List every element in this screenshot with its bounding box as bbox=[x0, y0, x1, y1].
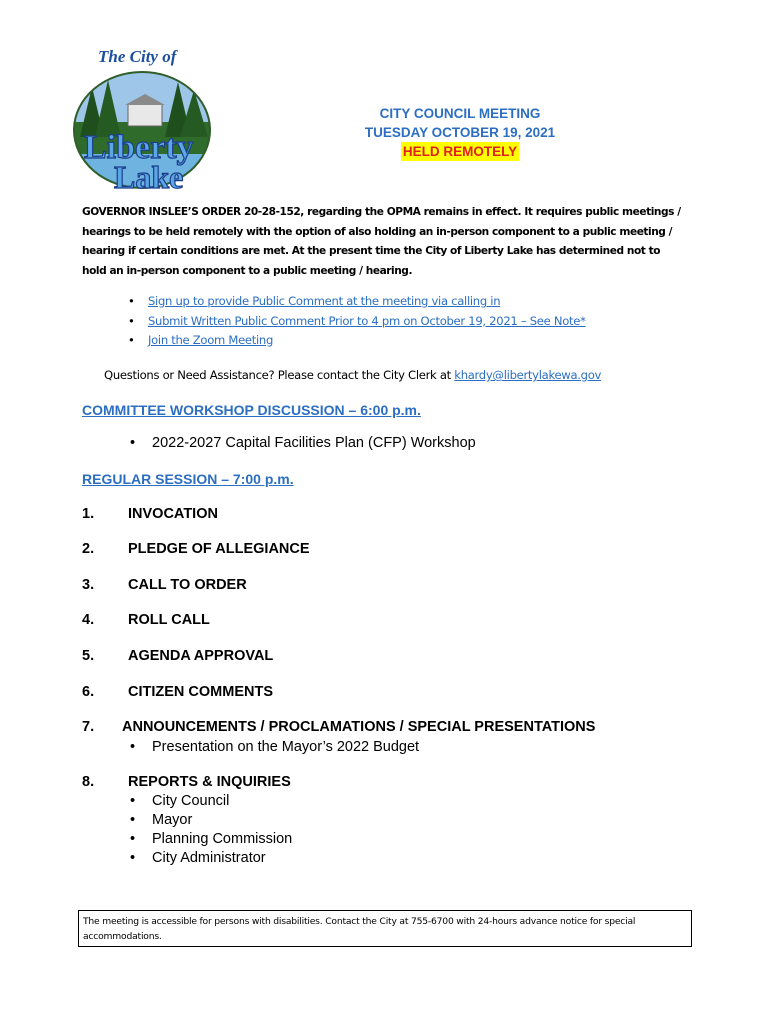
bullet-icon: • bbox=[130, 793, 136, 809]
agenda-item-number: 2. bbox=[82, 541, 95, 557]
agenda-subitem-label: City Administrator bbox=[152, 850, 266, 866]
agenda-item-number: 8. bbox=[82, 774, 95, 790]
agenda-subitem bbox=[130, 850, 266, 866]
clerk-email-link[interactable]: khardy@libertylakewa.gov bbox=[454, 368, 602, 382]
written-comment-link[interactable]: Submit Written Public Comment Prior to 4 pm on October 19, 2021 – See Note* bbox=[148, 313, 586, 328]
agenda-item-number: 6. bbox=[82, 684, 95, 700]
agenda-subitem bbox=[130, 831, 293, 847]
public-comment-signup-link[interactable]: Sign up to provide Public Comment at the meeting via calling in bbox=[148, 294, 501, 308]
agenda-item-label: CITIZEN COMMENTS bbox=[128, 684, 273, 700]
logo-top-text: The City of bbox=[98, 47, 177, 66]
bullet-icon: • bbox=[130, 831, 136, 847]
list-item bbox=[130, 312, 586, 332]
agenda-item-label: AGENDA APPROVAL bbox=[128, 648, 274, 664]
bullet-icon: • bbox=[128, 333, 135, 347]
accessibility-note: The meeting is accessible for persons with disabilities. Contact the City at 755-6700 with 24-hours advance notice for special accommodations. bbox=[78, 910, 692, 947]
list-item bbox=[130, 331, 586, 351]
agenda-subitem-label: Planning Commission bbox=[152, 831, 293, 847]
agenda-item-label: REPORTS & INQUIRIES bbox=[128, 774, 291, 790]
workshop-heading: COMMITTEE WORKSHOP DISCUSSION – 6:00 p.m. bbox=[82, 402, 421, 418]
agenda-item-label: ANNOUNCEMENTS / PROCLAMATIONS / SPECIAL PRESENTATIONS bbox=[122, 719, 596, 735]
bullet-icon: • bbox=[128, 313, 135, 328]
agenda-subitem-label: Presentation on the Mayor’s 2022 Budget bbox=[152, 739, 420, 755]
logo-word-liberty: Liberty bbox=[84, 129, 194, 166]
agenda-item-number: 4. bbox=[82, 612, 95, 628]
header-date: TUESDAY OCTOBER 19, 2021 bbox=[364, 125, 556, 140]
bullet-icon: • bbox=[128, 294, 135, 308]
agenda-item-label: CALL TO ORDER bbox=[128, 577, 247, 593]
governor-notice: GOVERNOR INSLEE’S ORDER 20-28-152, regarding the OPMA remains in effect. It requires public meetings / hearings to be held remotely with the option of also holding an in-person component to a public meeting / hearing if certain conditions are met. At the present time the City of Liberty Lake has determined not to hold an in-person component to a public meeting / hearing. bbox=[82, 206, 681, 277]
logo-word-lake: Lake bbox=[114, 159, 184, 192]
agenda-subitem bbox=[130, 793, 230, 809]
bullet-icon: • bbox=[130, 739, 136, 755]
bullet-icon: • bbox=[130, 435, 136, 451]
agenda-item-label: PLEDGE OF ALLEGIANCE bbox=[128, 541, 310, 557]
bullet-icon: • bbox=[130, 812, 136, 828]
agenda-item-label: INVOCATION bbox=[128, 506, 218, 522]
list-item bbox=[130, 292, 586, 312]
agenda-subitem-label: Mayor bbox=[152, 812, 193, 828]
agenda-item-number: 5. bbox=[82, 648, 95, 664]
held-remotely-badge: HELD REMOTELY bbox=[402, 144, 518, 159]
agenda-item-label: ROLL CALL bbox=[128, 612, 210, 628]
agenda-subitem-label: City Council bbox=[152, 793, 230, 809]
agenda-subitem bbox=[130, 812, 193, 828]
meeting-header bbox=[330, 104, 590, 161]
questions-line bbox=[104, 368, 601, 382]
questions-text: Questions or Need Assistance? Please contact the City Clerk at bbox=[104, 368, 455, 382]
agenda-item-number: 1. bbox=[82, 506, 95, 522]
agenda-item-number: 3. bbox=[82, 577, 95, 593]
workshop-item-label: 2022-2027 Capital Facilities Plan (CFP) Workshop bbox=[152, 435, 476, 451]
participation-links bbox=[130, 292, 586, 351]
bullet-icon: • bbox=[130, 850, 136, 866]
city-logo bbox=[70, 42, 215, 192]
workshop-item bbox=[130, 435, 476, 451]
zoom-meeting-link[interactable]: Join the Zoom Meeting bbox=[148, 333, 274, 347]
header-title: CITY COUNCIL MEETING bbox=[379, 106, 541, 121]
agenda-subitem bbox=[130, 739, 420, 755]
agenda-item-number: 7. bbox=[82, 719, 95, 735]
regular-session-heading: REGULAR SESSION – 7:00 p.m. bbox=[82, 471, 294, 487]
